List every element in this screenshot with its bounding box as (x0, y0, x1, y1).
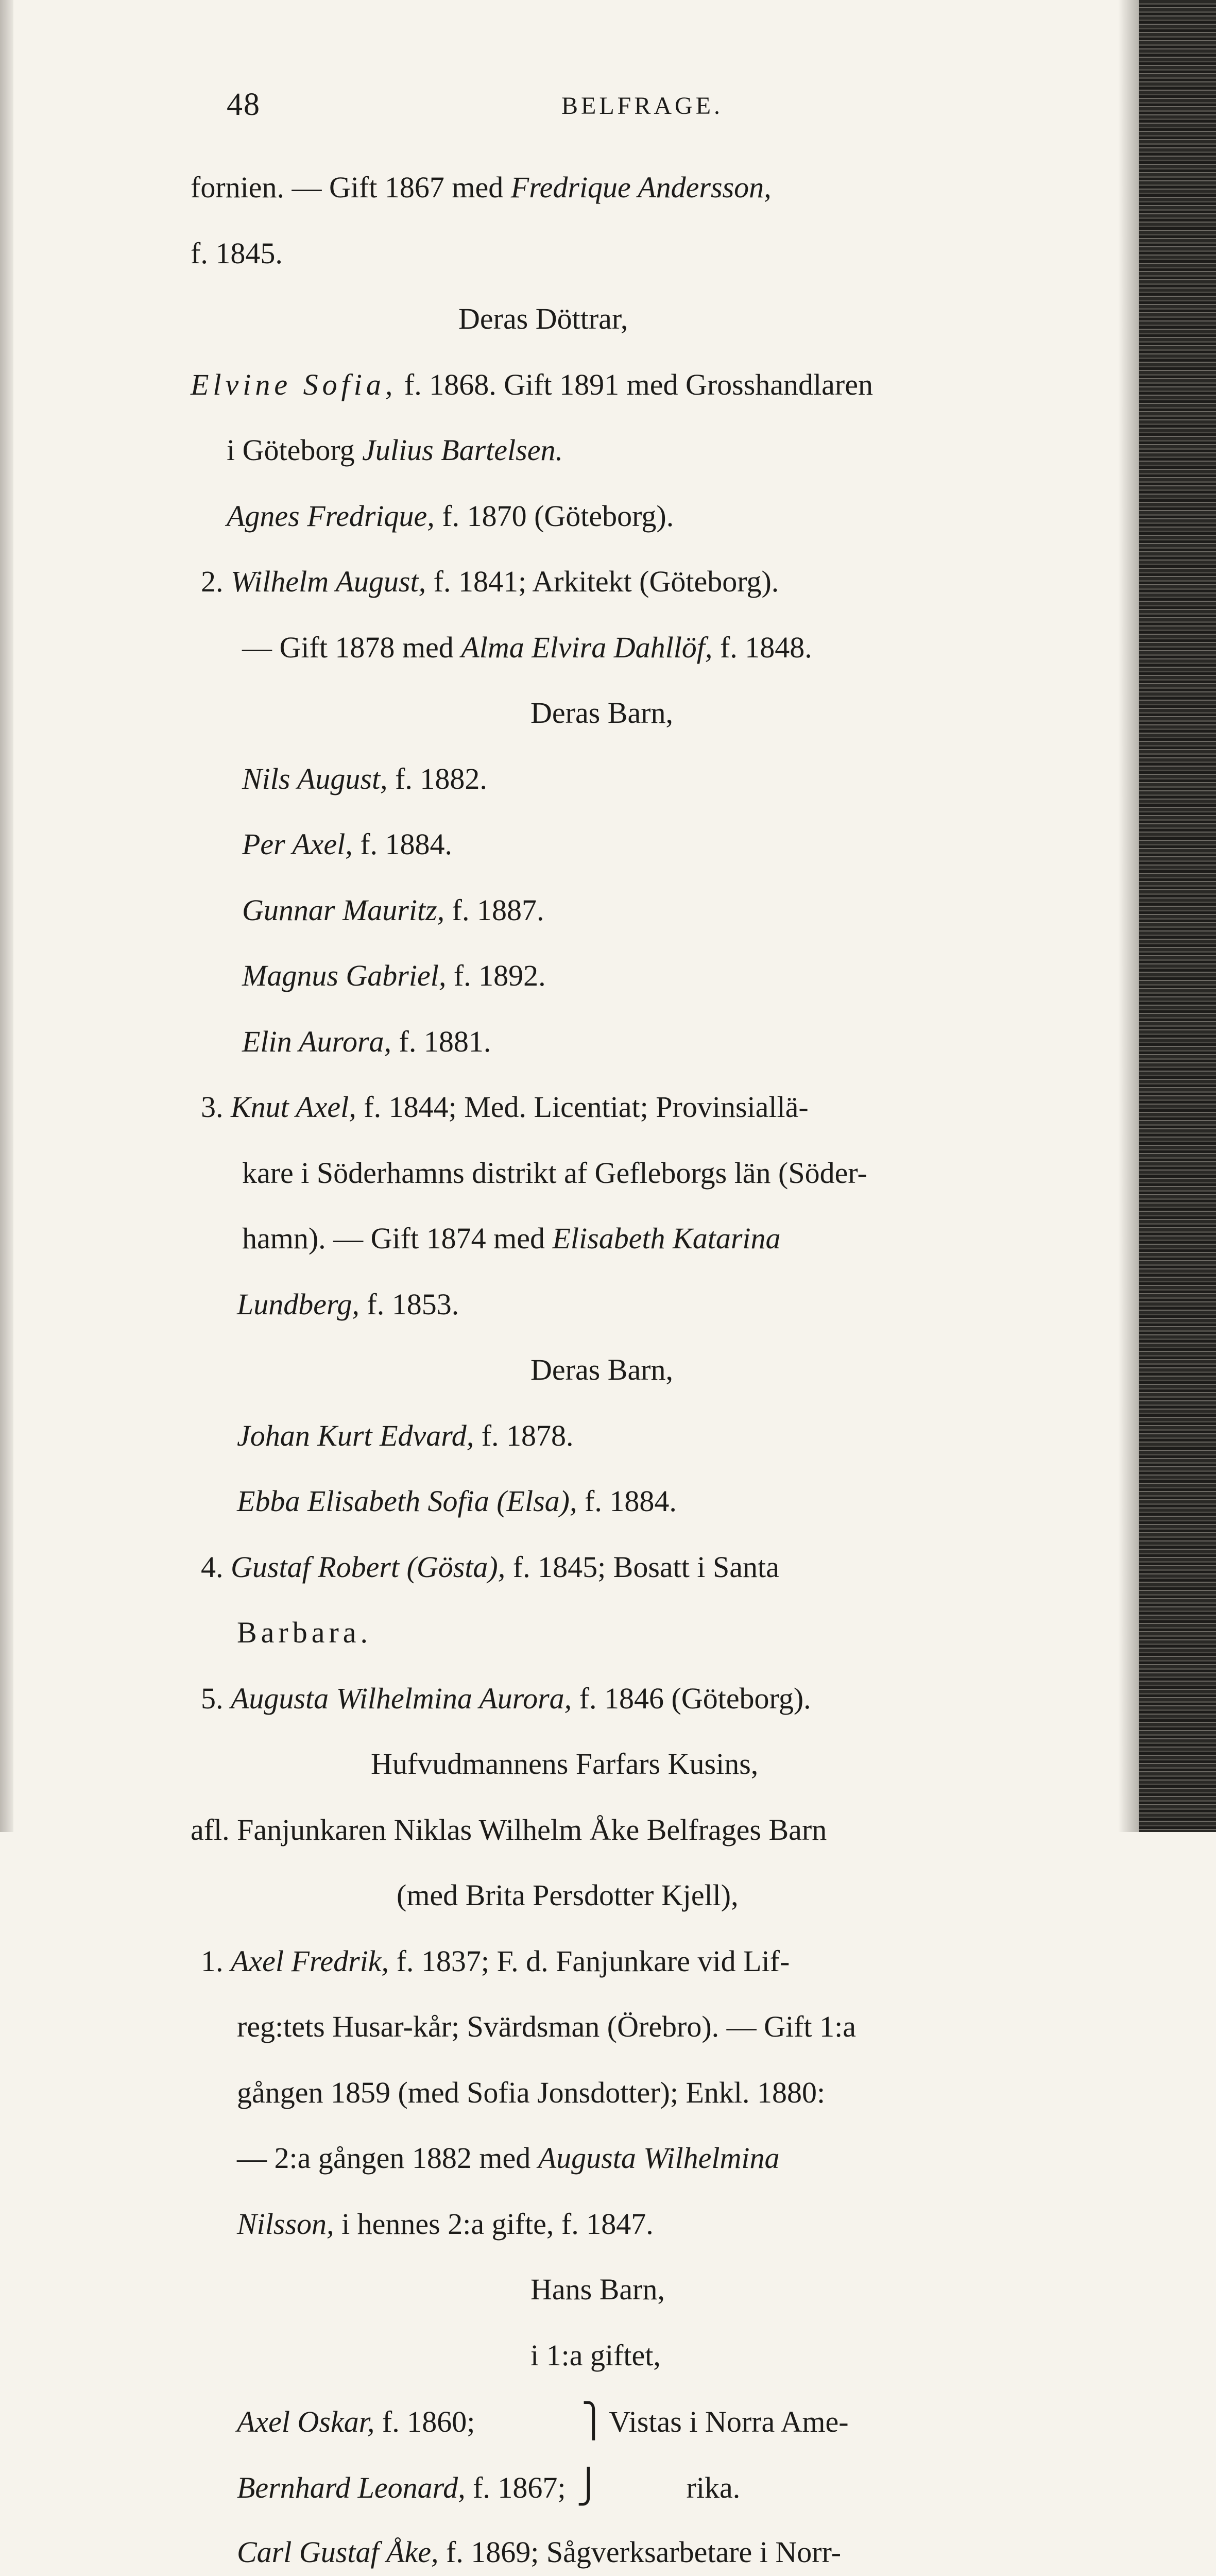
list-number: 1. (201, 1944, 231, 1978)
text-run: f. 1870 (Göteborg). (434, 499, 674, 533)
section-heading (191, 1731, 1097, 1797)
text-line (191, 877, 1097, 943)
text-run-italic: Fredrique Andersson, (510, 171, 772, 204)
text-run: Barbara. (237, 1616, 372, 1649)
text-run: f. 1881. (391, 1024, 491, 1058)
text-run-italic: Agnes Fredrique, (227, 499, 435, 533)
text-line (191, 1009, 1097, 1075)
text-run: Hufvudmannens Farfars Kusins, (371, 1747, 759, 1781)
text-run-italic: Axel Fredrik, (231, 1944, 389, 1978)
text-run: i hennes 2:a gifte, f. 1847. (334, 2207, 654, 2241)
text-line (191, 1797, 1097, 1863)
section-heading (191, 286, 1097, 352)
text-run-italic: Elisabeth Katarina (552, 1222, 781, 1255)
section-heading (191, 680, 1097, 746)
text-run: — Gift 1878 med (242, 630, 461, 664)
text-run: kare i Söderhamns distrikt af Gefleborgs län (Söder- (242, 1156, 867, 1190)
text-run: f. 1869; Sågverksarbetare i Norr- (438, 2535, 842, 2569)
text-run-italic: Carl Gustaf Åke, (237, 2535, 439, 2569)
text-line (191, 352, 1097, 418)
text-run-italic: Johan Kurt Edvard, (237, 1418, 474, 1452)
brace-mark: ⎭ (576, 2468, 601, 2505)
text-line (191, 1666, 1097, 1732)
text-line (191, 549, 1097, 615)
list-number: 5. (201, 1681, 231, 1715)
text-run-italic: Julius Bartelsen. (362, 433, 563, 467)
text-run-italic: Lundberg, (237, 1287, 359, 1321)
list-number: 4. (201, 1550, 231, 1584)
text-line (191, 615, 1097, 681)
text-run: f. 1878. (474, 1418, 574, 1452)
text-run-italic: Axel Oskar, (237, 2405, 375, 2438)
text-line (191, 1468, 1097, 1534)
section-subheading (191, 2323, 1097, 2388)
text-run: f. 1867; (465, 2470, 566, 2504)
text-run-italic: Gustaf Robert (Gösta), (231, 1550, 506, 1584)
text-run: — 2:a gången 1882 med (237, 2141, 538, 2175)
text-line (191, 221, 1097, 286)
text-line (191, 1074, 1097, 1140)
text-run-italic: Nils August, (242, 761, 388, 795)
text-line (191, 943, 1097, 1009)
text-line (191, 2125, 1097, 2191)
text-run: f. 1837; F. d. Fanjunkare vid Lif- (389, 1944, 790, 1978)
text-run-italic: Wilhelm August, (231, 565, 426, 598)
text-run: f. 1841; Arkitekt (Göteborg). (426, 565, 779, 598)
text-run: Deras Döttrar, (458, 302, 628, 335)
text-run: fornien. — Gift 1867 med (191, 171, 511, 204)
text-run: Deras Barn, (530, 1353, 674, 1386)
text-run: rika. (686, 2470, 741, 2504)
text-run-italic: Magnus Gabriel, (242, 959, 447, 992)
text-run-italic: Bernhard Leonard, (237, 2470, 466, 2504)
body-text (191, 155, 1097, 2576)
text-run: Vistas i Norra Ame- (609, 2405, 849, 2438)
text-run: f. 1844; Med. Licentiat; Provinsiallä- (356, 1090, 809, 1124)
text-line (191, 1928, 1097, 1994)
text-run: Hans Barn, (530, 2273, 665, 2306)
section-heading (191, 1337, 1097, 1403)
text-run: f. 1846 (Göteborg). (572, 1681, 811, 1715)
text-line (191, 2454, 1097, 2520)
text-run-italic: Knut Axel, (231, 1090, 356, 1124)
text-run: i Göteborg (227, 433, 363, 467)
page-header-title: BELFRAGE. (561, 92, 724, 120)
text-line (191, 1403, 1097, 1469)
text-run: f. 1848. (712, 630, 812, 664)
text-run-italic: Gunnar Mauritz, (242, 893, 445, 927)
text-run: f. 1845; Bosatt i Santa (505, 1550, 779, 1584)
text-run: f. 1868. Gift 1891 med Grosshandlaren (397, 367, 873, 401)
text-run-italic: Alma Elvira Dahllöf, (461, 630, 713, 664)
text-run-italic: Per Axel, (242, 827, 353, 861)
text-line (191, 1600, 1097, 1666)
section-heading (191, 2257, 1097, 2323)
text-line (191, 746, 1097, 812)
text-line (191, 1994, 1097, 2060)
text-run-italic: Elvine Sofia, (191, 367, 397, 401)
text-run: Deras Barn, (530, 696, 674, 730)
text-run-italic: Ebba Elisabeth Sofia (Elsa), (237, 1484, 577, 1518)
text-line (191, 155, 1097, 221)
text-run: (med Brita Persdotter Kjell), (397, 1878, 739, 1912)
text-run-italic: Nilsson, (237, 2207, 334, 2241)
brace-mark: ⎫ (581, 2402, 606, 2439)
text-run: f. 1882. (387, 761, 487, 795)
text-run: f. 1853. (359, 1287, 459, 1321)
text-line (191, 2519, 1097, 2576)
text-run: reg:tets Husar-kår; Svärdsman (Örebro). — Gift 1:a (237, 2010, 856, 2043)
text-line (191, 1206, 1097, 1272)
text-run: f. 1884. (577, 1484, 677, 1518)
text-line (191, 1140, 1097, 1206)
text-run: f. 1860; (374, 2405, 475, 2438)
text-line (191, 1534, 1097, 1600)
text-run: afl. Fanjunkaren Niklas Wilhelm Åke Belfrages Barn (191, 1812, 827, 1846)
running-head (0, 82, 1216, 129)
text-run: f. 1892. (446, 959, 546, 992)
text-run: f. 1884. (352, 827, 453, 861)
text-line (191, 483, 1097, 549)
text-run-italic: Elin Aurora, (242, 1024, 392, 1058)
text-run: f. 1845. (191, 236, 283, 270)
list-number: 3. (201, 1090, 231, 1124)
text-line (191, 811, 1097, 877)
text-line (191, 417, 1097, 483)
page-number: 48 (227, 87, 261, 122)
text-run: gången 1859 (med Sofia Jonsdotter); Enkl. 1880: (237, 2075, 826, 2109)
text-run-italic: Augusta Wilhelmina Aurora, (231, 1681, 572, 1715)
text-line (191, 2191, 1097, 2257)
text-line (191, 2388, 1097, 2454)
text-run: i 1:a giftet, (530, 2338, 661, 2372)
text-run: f. 1887. (444, 893, 544, 927)
text-line (191, 2060, 1097, 2126)
text-run-italic: Augusta Wilhelmina (538, 2141, 780, 2175)
list-number: 2. (201, 565, 231, 598)
text-line (191, 1272, 1097, 1337)
section-heading (191, 1862, 1097, 1928)
text-run: hamn). — Gift 1874 med (242, 1222, 553, 1255)
